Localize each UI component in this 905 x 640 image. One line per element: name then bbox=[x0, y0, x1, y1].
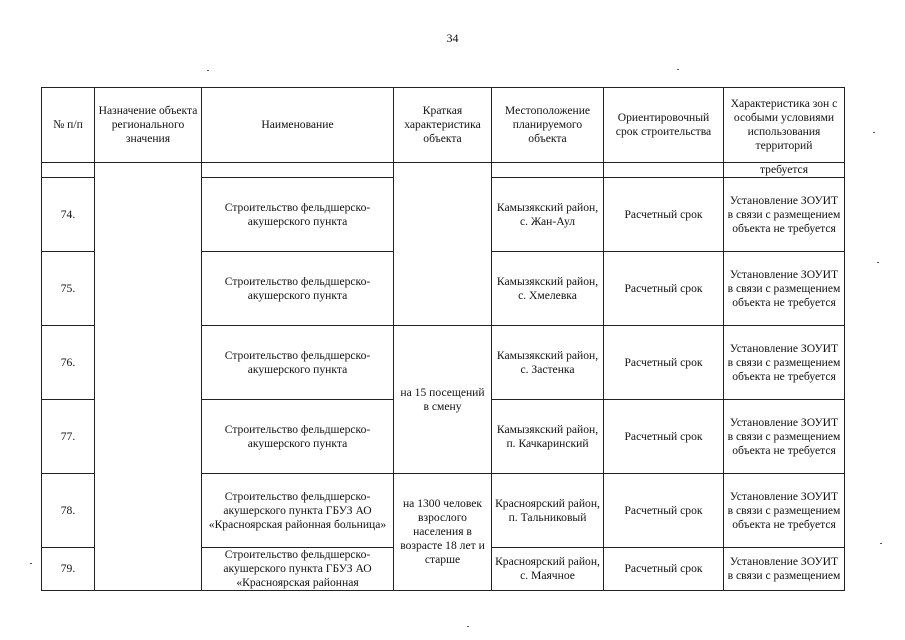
continuation-num-cell bbox=[42, 163, 95, 178]
table-header-row bbox=[42, 88, 845, 163]
purpose-merged-cell bbox=[95, 163, 202, 591]
row-name: Строительство фельдшерско-акушерского пункта ГБУЗ АО «Красноярская районная больница» bbox=[202, 474, 394, 548]
scan-speck bbox=[873, 132, 875, 133]
header-name: Наименование bbox=[202, 88, 394, 163]
header-purpose: Назначение объекта регионального значения bbox=[95, 88, 202, 163]
scan-speck bbox=[467, 626, 469, 627]
scan-speck bbox=[30, 563, 32, 564]
row-zones: Установление ЗОУИТ в связи с размещением объекта не требуется bbox=[724, 252, 845, 326]
brief-empty-cell bbox=[394, 163, 492, 326]
row-term: Расчетный срок bbox=[604, 474, 724, 548]
scan-speck bbox=[207, 70, 209, 71]
header-num: № п/п bbox=[42, 88, 95, 163]
row-term: Расчетный срок bbox=[604, 252, 724, 326]
row-term: Расчетный срок bbox=[604, 400, 724, 474]
brief-group-2: на 1300 человек взрослого населения в возрасте 18 лет и старше bbox=[394, 474, 492, 591]
row-term: Расчетный срок bbox=[604, 178, 724, 252]
scan-speck bbox=[677, 69, 679, 70]
row-location: Красноярский район, с. Маячное bbox=[492, 548, 604, 591]
continuation-row bbox=[42, 163, 845, 178]
row-name: Строительство фельдшерско-акушерского пункта ГБУЗ АО «Красноярская районная bbox=[202, 548, 394, 591]
row-zones: Установление ЗОУИТ в связи с размещением объекта не требуется bbox=[724, 400, 845, 474]
scan-speck bbox=[880, 543, 882, 544]
row-name: Строительство фельдшерско-акушерского пункта bbox=[202, 252, 394, 326]
header-brief: Краткая характеристика объекта bbox=[394, 88, 492, 163]
continuation-name-cell bbox=[202, 163, 394, 178]
row-number: 74. bbox=[42, 178, 95, 252]
row-location: Камызякский район, с. Застенка bbox=[492, 326, 604, 400]
page-number: 34 bbox=[446, 31, 459, 45]
row-location: Камызякский район, с. Жан-Аул bbox=[492, 178, 604, 252]
header-zones: Характеристика зон с особыми условиями использования территорий bbox=[724, 88, 845, 163]
row-number: 75. bbox=[42, 252, 95, 326]
header-term: Ориентировочный срок строительства bbox=[604, 88, 724, 163]
row-number: 77. bbox=[42, 400, 95, 474]
continuation-term-cell bbox=[604, 163, 724, 178]
row-name: Строительство фельдшерско-акушерского пункта bbox=[202, 326, 394, 400]
regional-objects-table bbox=[41, 87, 845, 591]
row-number: 76. bbox=[42, 326, 95, 400]
row-number: 79. bbox=[42, 548, 95, 591]
row-name: Строительство фельдшерско-акушерского пункта bbox=[202, 400, 394, 474]
row-zones: Установление ЗОУИТ в связи с размещением объекта не требуется bbox=[724, 474, 845, 548]
row-zones: Установление ЗОУИТ в связи с размещением объекта не требуется bbox=[724, 178, 845, 252]
continuation-zone-text: требуется bbox=[724, 163, 845, 178]
scan-speck bbox=[877, 262, 879, 263]
row-location: Камызякский район, с. Хмелевка bbox=[492, 252, 604, 326]
row-zones: Установление ЗОУИТ в связи с размещением объекта не требуется bbox=[724, 326, 845, 400]
row-name: Строительство фельдшерско-акушерского пункта bbox=[202, 178, 394, 252]
row-number: 78. bbox=[42, 474, 95, 548]
row-term: Расчетный срок bbox=[604, 326, 724, 400]
header-location: Местоположение планируемого объекта bbox=[492, 88, 604, 163]
brief-group-1: на 15 посещений в смену bbox=[394, 326, 492, 474]
continuation-location-cell bbox=[492, 163, 604, 178]
row-location: Красноярский район, п. Тальниковый bbox=[492, 474, 604, 548]
row-location: Камызякский район, п. Качкаринский bbox=[492, 400, 604, 474]
row-zones: Установление ЗОУИТ в связи с размещением bbox=[724, 548, 845, 591]
row-term: Расчетный срок bbox=[604, 548, 724, 591]
